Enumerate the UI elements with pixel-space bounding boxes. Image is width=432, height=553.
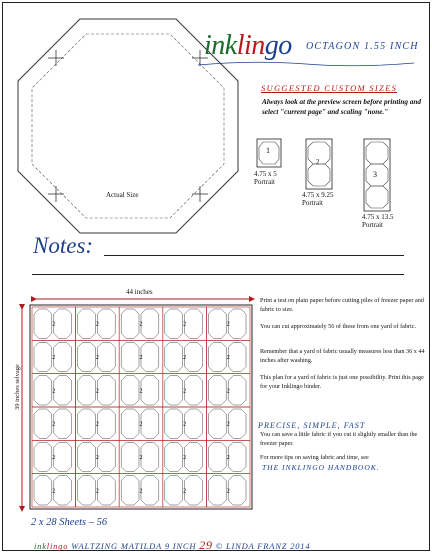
size-1-orientation: Portrait [254,178,275,186]
layout-cell [76,440,120,473]
layout-cell [76,374,120,407]
layout-cell-number: 2 [139,421,143,428]
size-2-dims: 4.75 x 9.25 [302,191,334,199]
layout-cell-number: 2 [52,488,56,495]
layout-cell-number: 2 [183,355,187,361]
layout-cell-number: 2 [52,355,56,361]
layout-cell [119,307,163,340]
layout-cell-number: 2 [183,488,187,495]
footer-logo: inklingo [34,541,69,551]
layout-cell-number: 2 [52,321,56,328]
page-title: OCTAGON 1.55 INCH [306,41,419,52]
notes-line-2 [32,274,404,275]
size-thumb-2-number: 2 [316,158,320,166]
layout-cell [206,307,250,340]
cutting-layout [16,293,256,515]
layout-cell [76,340,120,373]
layout-cell-number: 2 [183,388,187,395]
layout-cell [32,340,76,373]
layout-cell-number: 2 [95,488,99,495]
layout-cell [119,474,163,507]
layout-cell-number: 2 [52,421,56,428]
layout-cell-number: 2 [95,421,99,428]
layout-cell-number: 2 [139,488,143,495]
title-swash [196,60,416,68]
height-label: 39 inches selvage [14,364,21,410]
layout-cell-number: 2 [139,355,143,361]
footer [34,538,310,553]
print-instruction: Always look at the preview screen before printing and select "current page" and scaling "none." [262,98,421,116]
psf-text-2: For more tips on saving fabric and time, see [260,454,369,461]
layout-cell-number: 2 [95,388,99,395]
layout-cell-number: 2 [226,388,230,395]
tip-4: This plan for a yard of fabric is just one possibility. Print this page for your Inklingo binder. [260,374,424,390]
layout-cell [32,307,76,340]
layout-cell [32,474,76,507]
layout-cell [163,440,207,473]
layout-cell-number: 2 [183,321,187,328]
size-3-dims: 4.75 x 13.5 [362,213,394,221]
layout-cell-number: 2 [226,455,230,461]
layout-cell-number: 2 [139,321,143,328]
footer-collection: WALTZING MATILDA 9 INCH [71,541,197,551]
layout-cell-number: 2 [183,421,187,428]
layout-cell-number: 2 [226,488,230,495]
layout-cell-number: 2 [95,355,99,361]
layout-cell-number: 2 [139,455,143,461]
size-2-orientation: Portrait [302,199,323,207]
layout-cell-number: 2 [52,455,56,461]
layout-cell-number: 2 [139,388,143,395]
width-label: 44 inches [126,288,153,296]
tip-1: Print a test on plain paper before cutting piles of freezer paper and fabric to size. [260,297,424,313]
layout-cell [163,407,207,440]
tip-3: Remember that a yard of fabric usually measures less than 36 x 44 inches after washing. [260,348,425,364]
layout-cell [206,374,250,407]
layout-cell [163,340,207,373]
layout-cell [206,440,250,473]
layout-cell-number: 2 [183,455,187,461]
page-number: 29 [199,538,213,552]
footer-copyright: © LINDA FRANZ 2014 [215,541,311,551]
size-1-dims: 4.75 x 5 [254,170,277,178]
layout-cell [32,440,76,473]
notes-label: Notes: [33,233,94,258]
layout-cell [76,474,120,507]
layout-cell-number: 2 [95,455,99,461]
layout-cell [119,407,163,440]
layout-cell [163,307,207,340]
layout-cell-number: 2 [52,388,56,395]
layout-cell [163,374,207,407]
size-3-orientation: Portrait [362,221,383,229]
psf-heading: PRECISE, SIMPLE, FAST [258,421,366,430]
size-thumb-3 [363,138,391,212]
psf-text-1: You can save a little fabric if you cut it slightly smaller than the freezer paper. [260,431,418,447]
layout-cell-number: 2 [226,421,230,428]
layout-cell [119,440,163,473]
layout-cell [119,340,163,373]
tip-2: You can cut approximately 56 of these from one yard of fabric. [260,323,417,330]
layout-cell [32,407,76,440]
layout-cell [32,374,76,407]
layout-cell-number: 2 [95,321,99,328]
layout-cell [163,474,207,507]
size-thumb-3-number: 3 [373,170,377,179]
layout-cell-number: 2 [226,321,230,328]
layout-cell [119,374,163,407]
layout-cell [206,340,250,373]
layout-cell [206,474,250,507]
suggested-sizes-heading: SUGGESTED CUSTOM SIZES [261,83,398,93]
handbook-link[interactable]: THE INKLINGO HANDBOOK. [262,463,380,472]
notes-line-1 [104,255,404,256]
actual-size-label: Actual Size [106,191,139,199]
size-thumb-1-number: 1 [266,146,270,155]
layout-cell [76,407,120,440]
inklingo-logo: inklingo [204,30,292,61]
layout-cell [76,307,120,340]
layout-cell-number: 2 [226,355,230,361]
sheets-count: 2 x 28 Sheets – 56 [31,517,108,528]
layout-cell [206,407,250,440]
